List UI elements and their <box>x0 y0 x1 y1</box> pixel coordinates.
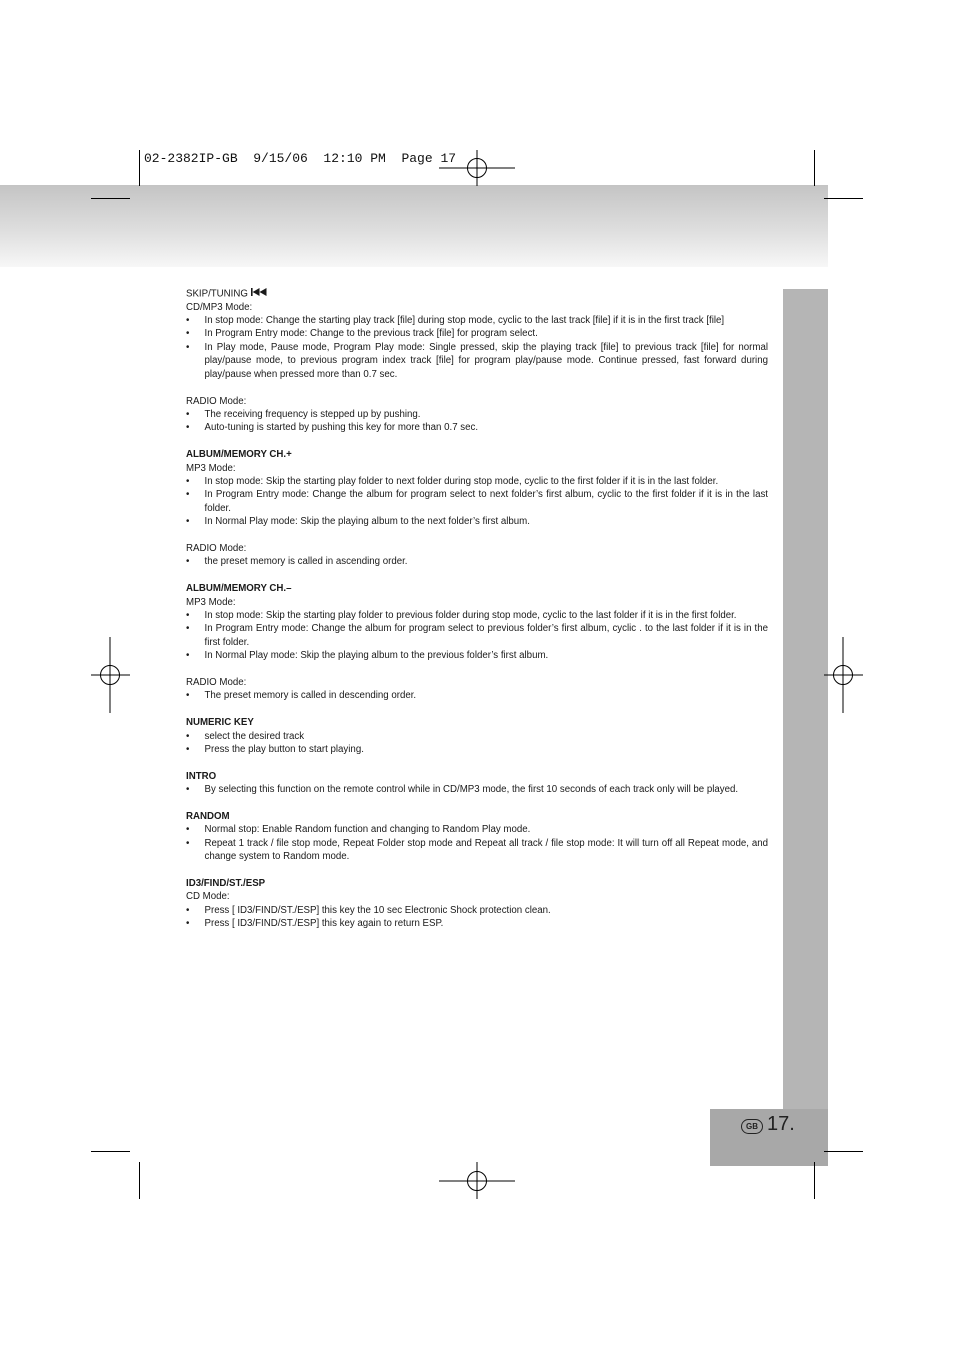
page-number: 17. <box>767 1113 795 1135</box>
mode-label: RADIO Mode: <box>186 395 247 407</box>
section-heading-intro: INTRO <box>186 770 217 782</box>
section-heading-album-minus: ALBUM/MEMORY CH.– <box>186 583 292 595</box>
list-item: • In Program Entry mode: Change the album for program select to previous folder’s first album, cyclic . to the last folder if it is in the first folder. <box>186 622 768 649</box>
section-album-minus <box>186 582 768 662</box>
list-item: • Repeat 1 track / file stop mode, Repeat Folder stop mode and Repeat all track / file stop mode: It will turn off all Repeat mode, and change system to Random mode. <box>186 837 768 864</box>
bullet-list <box>186 823 768 863</box>
section-heading-numeric: NUMERIC KEY <box>186 717 254 729</box>
list-item: • By selecting this function on the remote control while in CD/MP3 mode, the first 10 seconds of each track only will be played. <box>186 783 768 796</box>
list-item: • The preset memory is called in descending order. <box>186 689 768 702</box>
registration-mark-bottom <box>439 1162 515 1199</box>
list-item: • Press [ ID3/FIND/ST./ESP] this key the 10 sec Electronic Shock protection clean. <box>186 904 768 917</box>
bullet-list <box>186 689 768 702</box>
list-item: • Press the play button to start playing. <box>186 743 768 756</box>
mode-label: RADIO Mode: <box>186 676 247 688</box>
bullet-list <box>186 730 768 757</box>
list-item: • Press [ ID3/FIND/ST./ESP] this key again to return ESP. <box>186 917 768 930</box>
section-intro <box>186 770 768 797</box>
mode-label: MP3 Mode: <box>186 596 236 608</box>
bullet-list <box>186 314 768 381</box>
bullet-list <box>186 609 768 663</box>
list-item: • The receiving frequency is stepped up by pushing. <box>186 408 768 421</box>
list-item: • In Program Entry mode: Change to the previous track [file] for program select. <box>186 327 768 340</box>
print-slug: 02-2382IP-GB 9/15/06 12:10 PM Page 17 <box>144 151 457 166</box>
section-heading-id3: ID3/FIND/ST./ESP <box>186 878 266 889</box>
section-numeric-key <box>186 716 768 756</box>
list-item: • In stop mode: Skip the starting play folder to next folder during stop mode, cyclic to the first folder if it is in the last folder. <box>186 475 768 488</box>
section-random <box>186 810 768 864</box>
list-item: • In stop mode: Change the starting play track [file] during stop mode, cyclic to the last track [file] if it is in the first track [file] <box>186 314 768 327</box>
section-heading-skip: SKIP/TUNING <box>186 287 768 301</box>
section-album-plus-radio <box>186 542 768 569</box>
bullet-list <box>186 408 768 435</box>
language-badge: GB <box>741 1119 763 1134</box>
registration-mark-top <box>439 150 515 186</box>
section-skip-tuning <box>186 287 768 381</box>
list-item: • Auto-tuning is started by pushing this key for more than 0.7 sec. <box>186 421 768 434</box>
list-item: • In Normal Play mode: Skip the playing album to the previous folder’s first album. <box>186 649 768 662</box>
list-item: • In Play mode, Pause mode, Program Play mode: Single pressed, skip the playing track [file] to previous track [file] for normal play/pause mode, to previous program index track [file] for program play/pause mode. Continue pressed, fast forward during play/pause when pressed more than 0.7 sec. <box>186 341 768 381</box>
section-skip-radio <box>186 395 768 435</box>
mode-label: RADIO Mode: <box>186 542 247 554</box>
section-album-minus-radio <box>186 676 768 703</box>
section-heading-album-plus: ALBUM/MEMORY CH.+ <box>186 449 292 461</box>
mode-label: CD Mode: <box>186 891 230 903</box>
section-id3 <box>186 877 768 931</box>
list-item: • select the desired track <box>186 730 768 743</box>
registration-mark-left <box>91 637 130 713</box>
list-item: • In stop mode: Skip the starting play folder to previous folder during stop mode, cyclic to the last folder if it is in the first folder. <box>186 609 768 622</box>
mode-label: MP3 Mode: <box>186 462 236 474</box>
section-heading-random: RANDOM <box>186 810 230 822</box>
manual-content <box>186 287 768 944</box>
bullet-list <box>186 783 768 796</box>
registration-mark-right <box>824 637 863 713</box>
list-item: • In Program Entry mode: Change the album for program select to next folder’s first album, cyclic to the first folder if it is in the last folder. <box>186 488 768 515</box>
bullet-list <box>186 555 768 568</box>
section-album-plus <box>186 448 768 528</box>
bullet-list <box>186 475 768 529</box>
list-item: • Normal stop: Enable Random function and changing to Random Play mode. <box>186 823 768 836</box>
skip-previous-icon <box>251 287 267 300</box>
list-item: • the preset memory is called in ascending order. <box>186 555 768 568</box>
bullet-list <box>186 904 768 931</box>
mode-label: CD/MP3 Mode: <box>186 301 253 313</box>
list-item: • In Normal Play mode: Skip the playing album to the next folder’s first album. <box>186 515 768 528</box>
